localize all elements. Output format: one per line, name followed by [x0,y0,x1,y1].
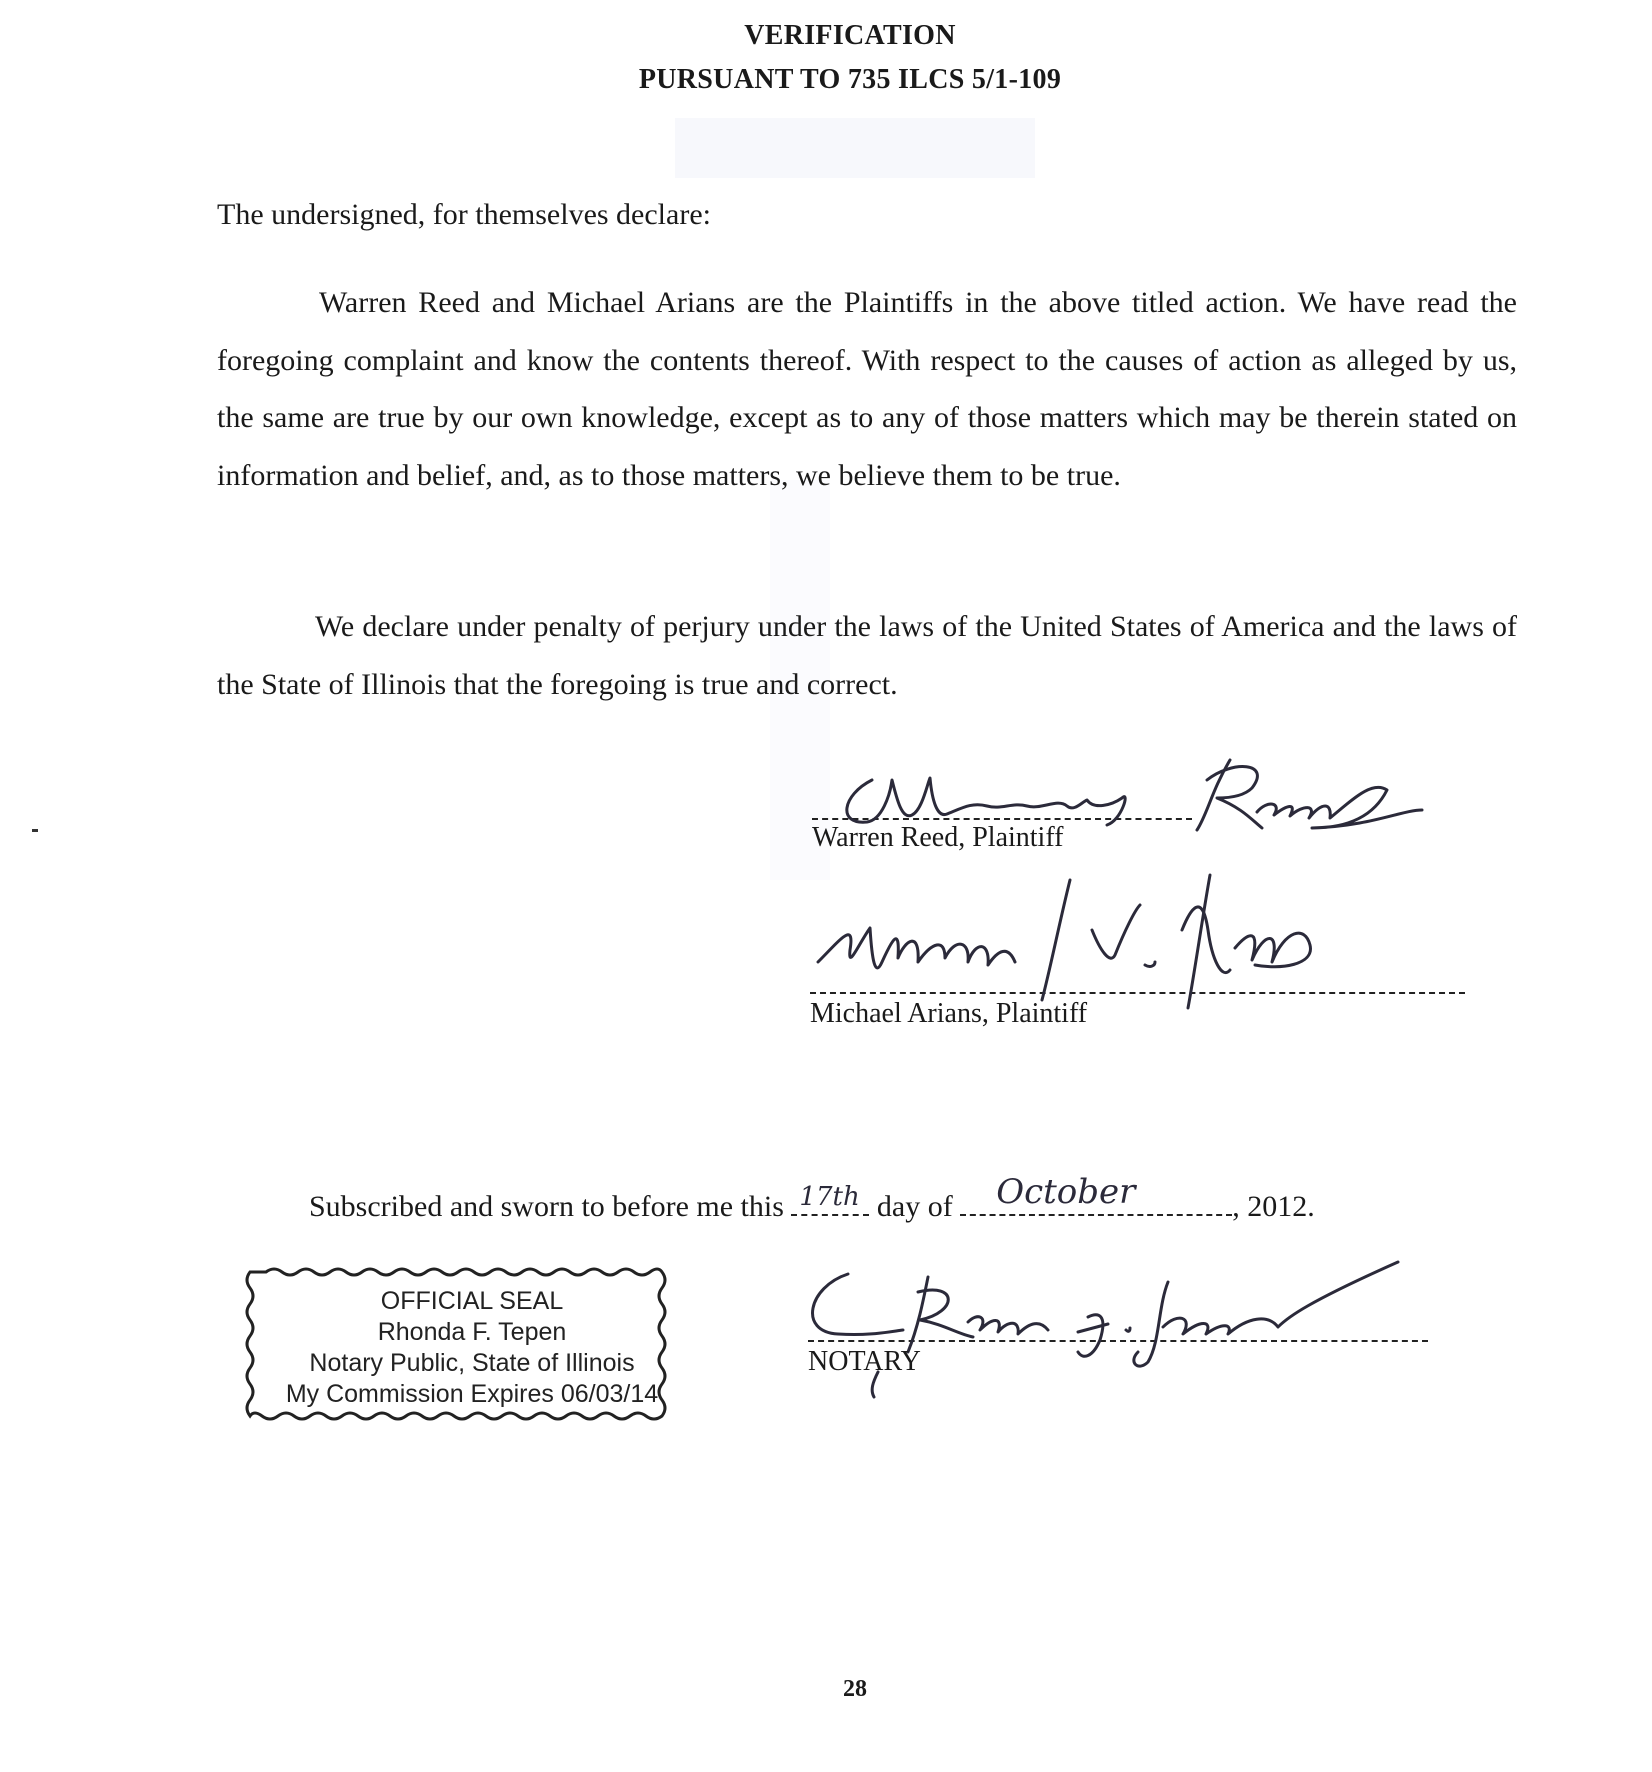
handwritten-month: October [996,1172,1136,1212]
scan-smudge [675,118,1035,178]
seal-line: Notary Public, State of Illinois [309,1349,635,1377]
month-blank [960,1172,1232,1216]
seal-line: OFFICIAL SEAL [380,1287,564,1315]
seal-line: Rhonda F. Tepen [377,1318,567,1346]
document-title: VERIFICATION [744,20,956,51]
seal-text [258,1286,686,1410]
jurat-line [309,1172,1315,1224]
signature-block-michael-arians [810,870,1470,1030]
jurat-prefix: Subscribed and sworn to before me this [309,1190,784,1223]
signature-block-warren-reed [812,740,1472,860]
jurat-middle: day of [876,1190,953,1223]
notary-label: NOTARY [808,1346,921,1377]
seal-line: My Commission Expires 06/03/14 [285,1380,659,1408]
day-blank [791,1182,869,1216]
signature-label-warren-reed: Warren Reed, Plaintiff [812,822,1064,853]
perjury-paragraph: We declare under penalty of perjury under the laws of the United States of America and the laws of the State of Illinois that the foregoing is true and correct. [217,610,1517,701]
signature-label-michael-arians: Michael Arians, Plaintiff [810,998,1088,1029]
intro-statement: The undersigned, for themselves declare: [217,198,711,231]
jurat-suffix: , 2012. [1232,1190,1315,1223]
handwritten-day: 17th [799,1182,860,1212]
scan-speck [32,829,38,832]
declaration-paragraph: Warren Reed and Michael Arians are the Plaintiffs in the above titled action. We have read the foregoing complaint and know the contents thereof. With respect to the causes of action as alleged by us, the same are true by our own knowledge, except as to any of those matters which may be therein stated on information and belief, and, as to those matters, we believe them to be true. [217,286,1517,492]
page-number: 28 [843,1676,867,1702]
official-seal-stamp [258,1264,686,1424]
notary-signature-block [808,1262,1448,1402]
document-subtitle: PURSUANT TO 735 ILCS 5/1-109 [638,64,1062,95]
